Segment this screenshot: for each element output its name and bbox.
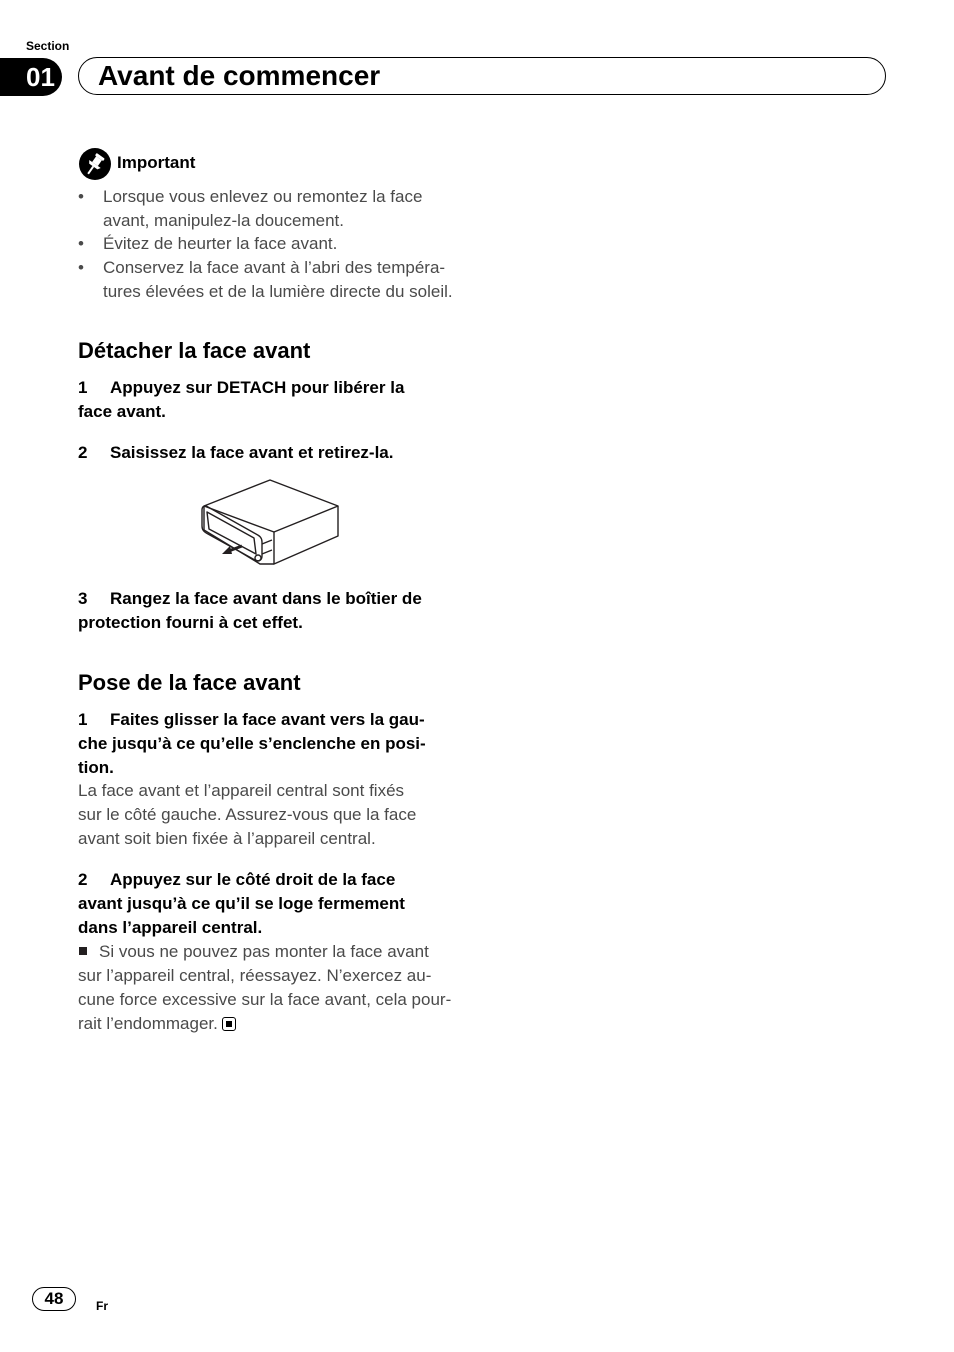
description-line: La face avant et l’appareil central sont fixés <box>78 781 405 800</box>
attach-step-1-description <box>78 779 478 851</box>
attach-step-1 <box>78 708 468 780</box>
detach-step-3 <box>78 587 468 635</box>
section-end-icon <box>222 1017 236 1031</box>
note-line: cune force excessive sur la face avant, cela pour- <box>78 990 452 1009</box>
section-label: Section <box>26 39 70 53</box>
language-label: Fr <box>96 1299 108 1313</box>
section-number: 01 <box>26 62 55 92</box>
step-line: Appuyez sur DETACH pour libérer la <box>110 378 405 397</box>
step-line: protection fourni à cet effet. <box>78 613 303 632</box>
bullet-line: Évitez de heurter la face avant. <box>103 234 338 253</box>
important-bullet-2 <box>78 232 478 256</box>
description-line: sur le côté gauche. Assurez-vous que la face <box>78 805 417 824</box>
detach-front-panel-illustration <box>196 474 346 570</box>
detach-step-2 <box>78 441 468 465</box>
page-number: 48 <box>44 1289 64 1308</box>
step-line: avant jusqu’à ce qu’il se loge fermement <box>78 894 405 913</box>
bullet-dot: • <box>78 187 84 206</box>
note-line: Si vous ne pouvez pas monter la face avant <box>99 942 429 961</box>
step-number: 2 <box>78 870 88 889</box>
bullet-dot: • <box>78 258 84 277</box>
step-number: 1 <box>78 378 88 397</box>
heading-attach: Pose de la face avant <box>78 670 301 695</box>
detach-step-1 <box>78 376 468 424</box>
step-line: tion. <box>78 758 114 777</box>
step-number: 1 <box>78 710 88 729</box>
important-bullet-3 <box>78 256 478 304</box>
step-line: face avant. <box>78 402 166 421</box>
step-line: dans l’appareil central. <box>78 918 263 937</box>
note-line: sur l’appareil central, réessayez. N’exercez au- <box>78 966 432 985</box>
step-line: Rangez la face avant dans le boîtier de <box>110 589 422 608</box>
bullet-line: Lorsque vous enlevez ou remontez la face <box>103 187 423 206</box>
step-line: che jusqu’à ce qu’elle s’enclenche en posi- <box>78 734 426 753</box>
step-line: Appuyez sur le côté droit de la face <box>110 870 396 889</box>
bullet-line: Conservez la face avant à l’abri des tempéra- <box>103 258 446 277</box>
page-title: Avant de commencer <box>98 60 381 91</box>
note-line: rait l’endommager. <box>78 1014 218 1033</box>
step-number: 2 <box>78 443 88 462</box>
attach-step-2 <box>78 868 468 940</box>
heading-detach: Détacher la face avant <box>78 338 311 363</box>
important-label: Important <box>117 153 196 172</box>
bullet-line: tures élevées et de la lumière directe du soleil. <box>103 282 453 301</box>
description-line: avant soit bien fixée à l’appareil central. <box>78 829 376 848</box>
step-line: Saisissez la face avant et retirez-la. <box>110 443 394 462</box>
bullet-line: avant, manipulez-la doucement. <box>103 211 344 230</box>
bullet-dot: • <box>78 234 84 253</box>
note-square-icon <box>79 947 87 955</box>
step-number: 3 <box>78 589 88 608</box>
important-bullet-1 <box>78 185 478 233</box>
attach-step-2-note <box>78 940 478 1036</box>
important-pushpin-icon <box>78 147 112 181</box>
step-line: Faites glisser la face avant vers la gau- <box>110 710 425 729</box>
